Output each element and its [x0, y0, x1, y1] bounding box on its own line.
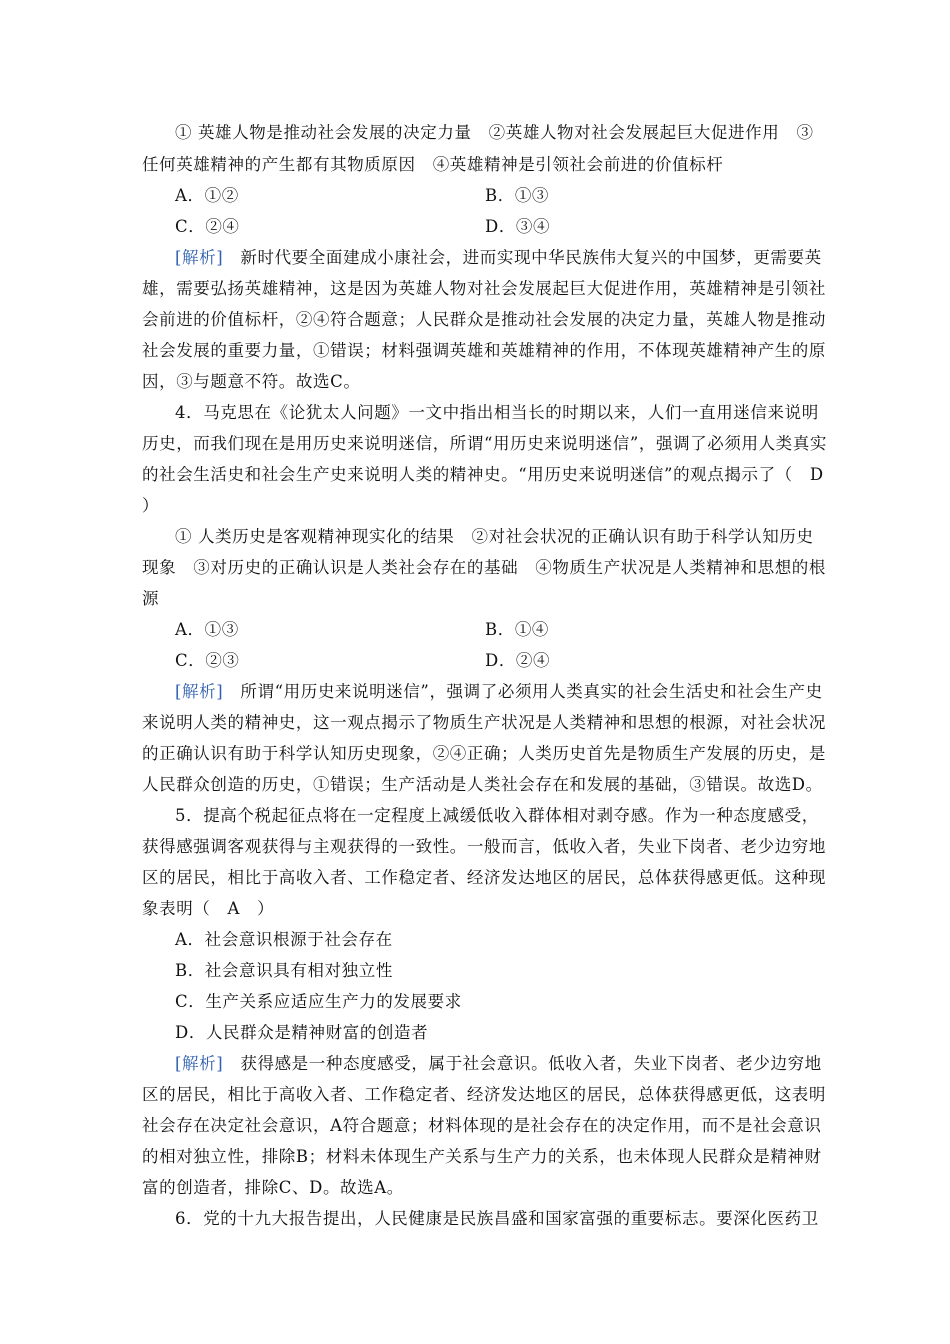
q5-explanation-line: 区的居民，相比于高收入者、工作稳定者、经济发达地区的居民，总体获得感更低，这表明: [142, 1085, 826, 1104]
q3-choice-b: B．①③: [485, 186, 550, 205]
q3-option-statements-cont: 任何英雄精神的产生都有其物质原因 ④英雄精神是引领社会前进的价值标杆: [142, 155, 724, 174]
q4-option-statements: 现象 ③对历史的正确认识是人类社会存在的基础 ④物质生产状况是人类精神和思想的根: [142, 558, 826, 577]
q5-explanation-line: 富的创造者，排除C、D。故选A。: [142, 1178, 404, 1197]
q4-stem: 4．马克思在《论犹太人问题》一文中指出相当长的时期以来，人们一直用迷信来说明: [175, 403, 819, 422]
q3-explanation-line: [解析] 新时代要全面建成小康社会，进而实现中华民族伟大复兴的中国梦，更需要英: [175, 248, 822, 267]
q4-choice-c: C．②③: [175, 651, 240, 670]
q4-option-statements: ① 人类历史是客观精神现实化的结果 ②对社会状况的正确认识有助于科学认知历史: [175, 527, 814, 546]
q5-choice-b: B．社会意识具有相对独立性: [175, 961, 393, 980]
q5-stem: 获得感强调客观获得与主观获得的一致性。一般而言，低收入者，失业下岗者、老少边穷地: [142, 837, 826, 856]
analysis-tag: [解析]: [175, 248, 224, 267]
q4-explanation-line: 人民群众创造的历史，①错误；生产活动是人类社会存在和发展的基础，③错误。故选D。: [142, 775, 823, 794]
q6-stem: 6．党的十九大报告提出，人民健康是民族昌盛和国家富强的重要标志。要深化医药卫: [175, 1209, 819, 1228]
q3-option-statements: ① 英雄人物是推动社会发展的决定力量 ②英雄人物对社会发展起巨大促进作用 ③: [175, 123, 814, 142]
q4-stem: 的社会生活史和社会生产史来说明人类的精神史。“用历史来说明迷信”的观点揭示了（ D: [142, 465, 824, 484]
q3-choice-d: D．③④: [485, 217, 551, 236]
q4-choice-a: A．①③: [175, 620, 239, 639]
q3-explanation-line: 会前进的价值标杆，②④符合题意；人民群众是推动社会发展的决定力量，英雄人物是推动: [142, 310, 826, 329]
q5-stem: 区的居民，相比于高收入者、工作稳定者、经济发达地区的居民，总体获得感更低。这种现: [142, 868, 826, 887]
q3-choice-a: A．①②: [175, 186, 239, 205]
q4-option-statements: 源: [142, 589, 160, 608]
q3-explanation-line: 雄，需要弘扬英雄精神，这是因为英雄人物对社会发展起巨大促进作用，英雄精神是引领社: [142, 279, 826, 298]
q3-explanation-line: 社会发展的重要力量，①错误；材料强调英雄和英雄精神的作用，不体现英雄精神产生的原: [142, 341, 826, 360]
q5-choice-a: A．社会意识根源于社会存在: [175, 930, 393, 949]
q5-stem: 象表明（ A ）: [142, 899, 275, 918]
q5-explanation-line: [解析] 获得感是一种态度感受，属于社会意识。低收入者，失业下岗者、老少边穷地: [175, 1054, 822, 1073]
q4-explanation-line: 的正确认识有助于科学认知历史现象，②④正确；人类历史首先是物质生产发展的历史，是: [142, 744, 826, 763]
q4-choice-b: B．①④: [485, 620, 550, 639]
q3-explanation-line: 因，③与题意不符。故选C。: [142, 372, 361, 391]
q5-choice-c: C．生产关系应适应生产力的发展要求: [175, 992, 462, 1011]
q4-choice-d: D．②④: [485, 651, 551, 670]
q5-explanation-line: 社会存在决定社会意识，A符合题意；材料体现的是社会存在的决定作用，而不是社会意识: [142, 1116, 822, 1135]
q3-choice-c: C．②④: [175, 217, 240, 236]
q5-choice-d: D．人民群众是精神财富的创造者: [175, 1023, 429, 1042]
q4-explanation-line: 来说明人类的精神史，这一观点揭示了物质生产状况是人类精神和思想的根源，对社会状况: [142, 713, 826, 732]
q5-explanation-line: 的相对独立性，排除B；材料未体现生产关系与生产力的关系，也未体现人民群众是精神财: [142, 1147, 822, 1166]
q5-stem: 5．提高个税起征点将在一定程度上减缓低收入群体相对剥夺感。作为一种态度感受，: [175, 806, 819, 825]
q4-explanation-line: [解析] 所谓“用历史来说明迷信”，强调了必须用人类真实的社会生活史和社会生产史: [175, 682, 823, 701]
analysis-tag: [解析]: [175, 1054, 224, 1073]
q4-stem: 历史，而我们现在是用历史来说明迷信，所谓“用历史来说明迷信”，强调了必须用人类真实: [142, 434, 827, 453]
q4-stem: ）: [142, 496, 160, 515]
analysis-tag: [解析]: [175, 682, 224, 701]
